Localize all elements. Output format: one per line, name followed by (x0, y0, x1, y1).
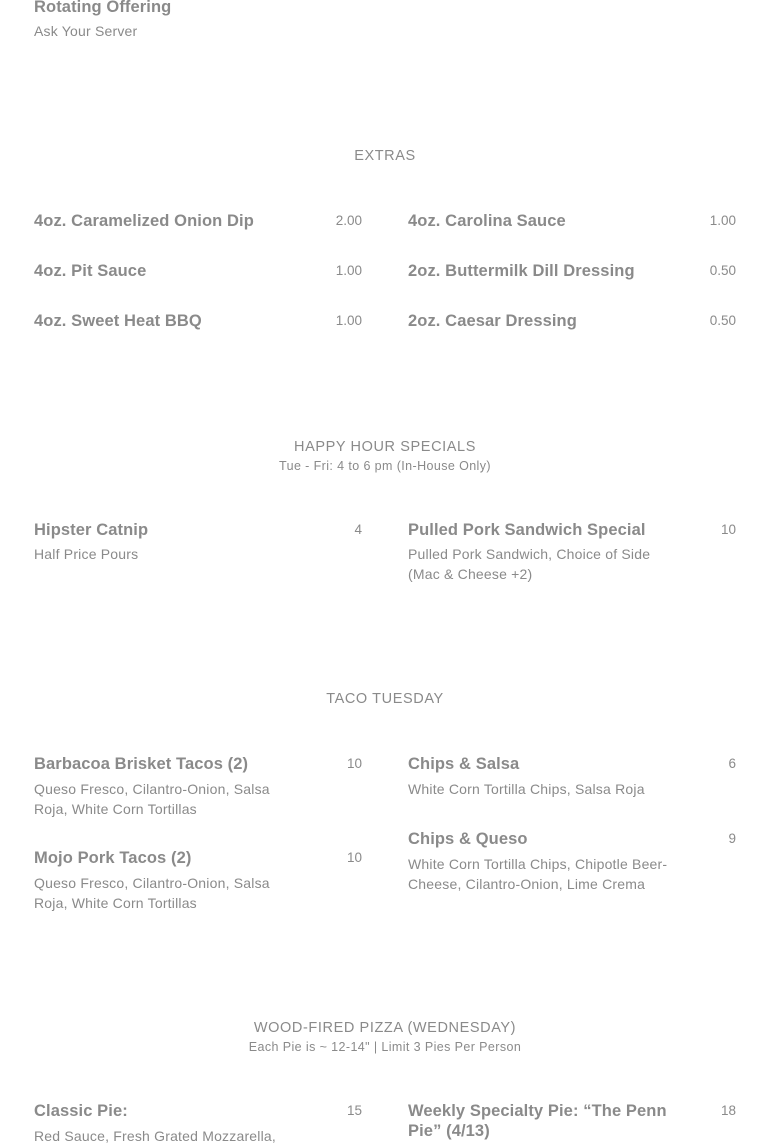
section-title-taco-tuesday: TACO TUESDAY (326, 691, 444, 707)
menu-item-price: 10 (720, 522, 736, 537)
menu-item-price: 2.00 (335, 213, 362, 228)
menu-item-name: Classic Pie: (34, 1102, 128, 1120)
section-title-happy-hour: HAPPY HOUR SPECIALS (294, 439, 476, 455)
menu-item-description: Half Price Pours (34, 546, 139, 562)
section-title-pizza: WOOD-FIRED PIZZA (WEDNESDAY) (253, 1020, 517, 1036)
section-subtitle-happy-hour: Tue - Fri: 4 to 6 pm (In-House Only) (279, 459, 491, 473)
menu-item-price: 18 (720, 1103, 736, 1118)
menu-item-price: 4 (354, 522, 362, 537)
menu-item-name: Barbacoa Brisket Tacos (2) (34, 755, 249, 773)
menu-item-name: Weekly Specialty Pie: “The Penn Pie” (4/13) (408, 1102, 667, 1140)
menu-item-description: Queso Fresco, Cilantro-Onion, Salsa Roja, White Corn Tortillas (34, 875, 270, 911)
menu-item-price: 10 (346, 756, 362, 771)
section-subtitle-pizza: Each Pie is ~ 12-14" | Limit 3 Pies Per Person (248, 1040, 522, 1054)
menu-item-description: Red Sauce, Fresh Grated Mozzarella, (34, 1128, 276, 1144)
menu-item-description: Queso Fresco, Cilantro-Onion, Salsa Roja, White Corn Tortillas (34, 781, 270, 817)
menu-item-price: 1.00 (335, 263, 362, 278)
section-title-extras: EXTRAS (354, 148, 416, 164)
menu-item-description: White Corn Tortilla Chips, Salsa Roja (408, 781, 645, 797)
menu-item-name: 4oz. Carolina Sauce (408, 212, 566, 230)
menu-item-name: Chips & Queso (408, 830, 528, 848)
menu-item-description: Ask Your Server (34, 23, 138, 39)
menu-item-name: Rotating Offering (34, 0, 172, 16)
menu-item-name: 4oz. Sweet Heat BBQ (34, 312, 202, 330)
menu-item-price: 0.50 (709, 263, 736, 278)
menu-item-name: 4oz. Caramelized Onion Dip (34, 212, 254, 230)
menu-item-price: 0.50 (709, 313, 736, 328)
menu-item-name: 4oz. Pit Sauce (34, 262, 147, 280)
menu-item-price: 1.00 (335, 313, 362, 328)
menu-item-name: Chips & Salsa (408, 755, 520, 773)
menu-item-name: Hipster Catnip (34, 521, 149, 539)
menu-item-description: White Corn Tortilla Chips, Chipotle Beer-Cheese, Cilantro-Onion, Lime Crema (408, 856, 668, 892)
menu-item-name: 2oz. Buttermilk Dill Dressing (408, 262, 635, 280)
menu-item-price: 15 (346, 1103, 362, 1118)
menu-item-name: 2oz. Caesar Dressing (408, 312, 577, 330)
menu-item-price: 9 (728, 831, 736, 846)
menu-item-name: Pulled Pork Sandwich Special (408, 521, 646, 539)
menu-item-price: 1.00 (709, 213, 736, 228)
menu-item-price: 6 (728, 756, 736, 771)
menu-item-price: 10 (346, 850, 362, 865)
menu-item-name: Mojo Pork Tacos (2) (34, 849, 192, 867)
menu-item-description: Pulled Pork Sandwich, Choice of Side (Mac & Cheese +2) (408, 546, 651, 582)
